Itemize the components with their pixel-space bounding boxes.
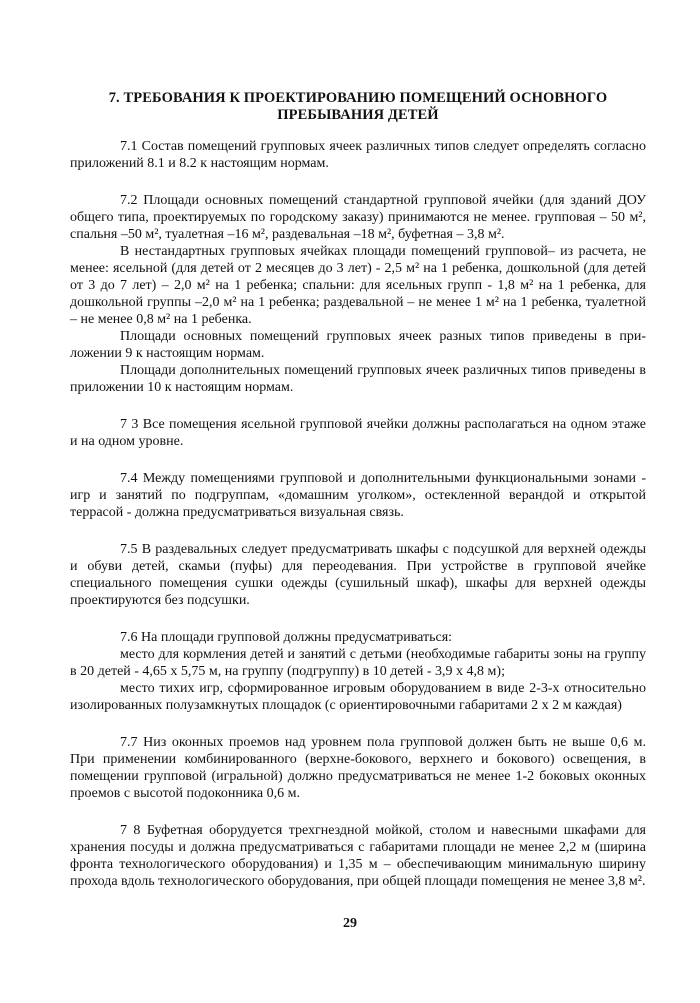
clause-7-3 bbox=[70, 416, 646, 450]
paragraph: место тихих игр, сформированное игровым оборудованием в виде 2-3-х относительно изолированных полузамкнутых площадок (с ориентировочными габаритами 2 х 2 м каждая) bbox=[70, 681, 646, 713]
paragraph: 7.4 Между помещениями групповой и дополнительными функциональными зонами - игр и занятий по подгруппам, «домашним уголком», остекленной верандой и открытой террасой - должна предусматриваться визуальная связь. bbox=[70, 471, 646, 520]
paragraph: Площади дополнительных помещений групповых ячеек различных типов приведены в приложении 10 к настоящим нормам. bbox=[70, 363, 646, 395]
paragraph: место для кормления детей и занятий с детьми (необходимые габариты зоны на группу в 20 детей - 4,65 х 5,75 м, на группу (подгруппу) в 10 детей - 3,9 х 4,8 м); bbox=[70, 647, 646, 679]
paragraph: 7 3 Все помещения ясельной групповой ячейки должны располагаться на одном этаже и на одном уровне. bbox=[70, 417, 646, 449]
document-body bbox=[70, 138, 646, 910]
paragraph: В нестандартных групповых ячейках площади помещений групповой– из расчета, не менее: ясельной (для детей от 2 месяцев до 3 лет) - 2,5 м² на 1 ребенка, дошкольной (для детей от 3 до 7 лет) – 2,0 м² на 1 ребенка; спальни: для ясельных групп - 1,8 м² на 1 ребенка, для дошкольной группы –2,0 м² на 1 ребенка; раздевальной – не менее 1 м² на 1 ребенка, туалетной – не менее 0,8 м² на 1 ребенка. bbox=[70, 244, 646, 327]
paragraph: 7 8 Буфетная оборудуется трехгнездной мойкой, столом и навесными шкафами для хранения посуды и должна предусматриваться с габаритами площади не менее 2,2 м (ширина фронта технологического оборудования) и 1,35 м – обеспечивающим минимальную ширину прохода вдоль технологического оборудования, при общей площади помещения не менее 3,8 м². bbox=[70, 823, 646, 889]
clause-7-7 bbox=[70, 734, 646, 802]
section-title bbox=[70, 90, 646, 124]
clause-7-5 bbox=[70, 541, 646, 609]
paragraph: Площади основных помещений групповых ячеек разных типов приведены в приложении 9 к настоящим нормам. bbox=[70, 329, 646, 361]
section-title-line-1: 7. ТРЕБОВАНИЯ К ПРОЕКТИРОВАНИЮ ПОМЕЩЕНИЙ ОСНОВНОГО bbox=[108, 90, 608, 106]
paragraph: 7.7 Низ оконных проемов над уровнем пола групповой должен быть не выше 0,6 м. При применении комбинированного (верхне-бокового, верхнего и бокового) освещения, в помещении групповой (игральной) должно предусматриваться не менее 1-2 боковых оконных проемов с высотой подоконника 0,6 м. bbox=[70, 735, 646, 801]
paragraph: 7.6 На площади групповой должны предусматриваться: bbox=[120, 630, 453, 645]
clause-7-2 bbox=[70, 192, 646, 396]
clause-7-4 bbox=[70, 470, 646, 521]
page-number: 29 bbox=[343, 916, 357, 931]
section-title-line-2: ПРЕБЫВАНИЯ ДЕТЕЙ bbox=[277, 107, 439, 123]
clause-7-8 bbox=[70, 822, 646, 890]
paragraph: 7.1 Состав помещений групповых ячеек различных типов следует определять согласно приложений 8.1 и 8.2 к настоящим нормам. bbox=[70, 139, 646, 171]
clause-7-1 bbox=[70, 138, 646, 172]
clause-7-6 bbox=[70, 629, 646, 714]
paragraph: 7.2 Площади основных помещений стандартной групповой ячейки (для зданий ДОУ общего типа, проектируемых по городскому заказу) принимаются не менее. групповая – 50 м², спальня –50 м², туалетная –16 м², раздевальная –18 м², буфетная – 3,8 м². bbox=[70, 193, 646, 242]
paragraph: 7.5 В раздевальных следует предусматривать шкафы с подсушкой для верхней одежды и обуви детей, скамьи (пуфы) для переодевания. При устройстве в групповой ячейке специального помещения сушки одежды (сушильный шкаф), шкафы для верхней одежды проектируются без подсушки. bbox=[70, 542, 646, 608]
